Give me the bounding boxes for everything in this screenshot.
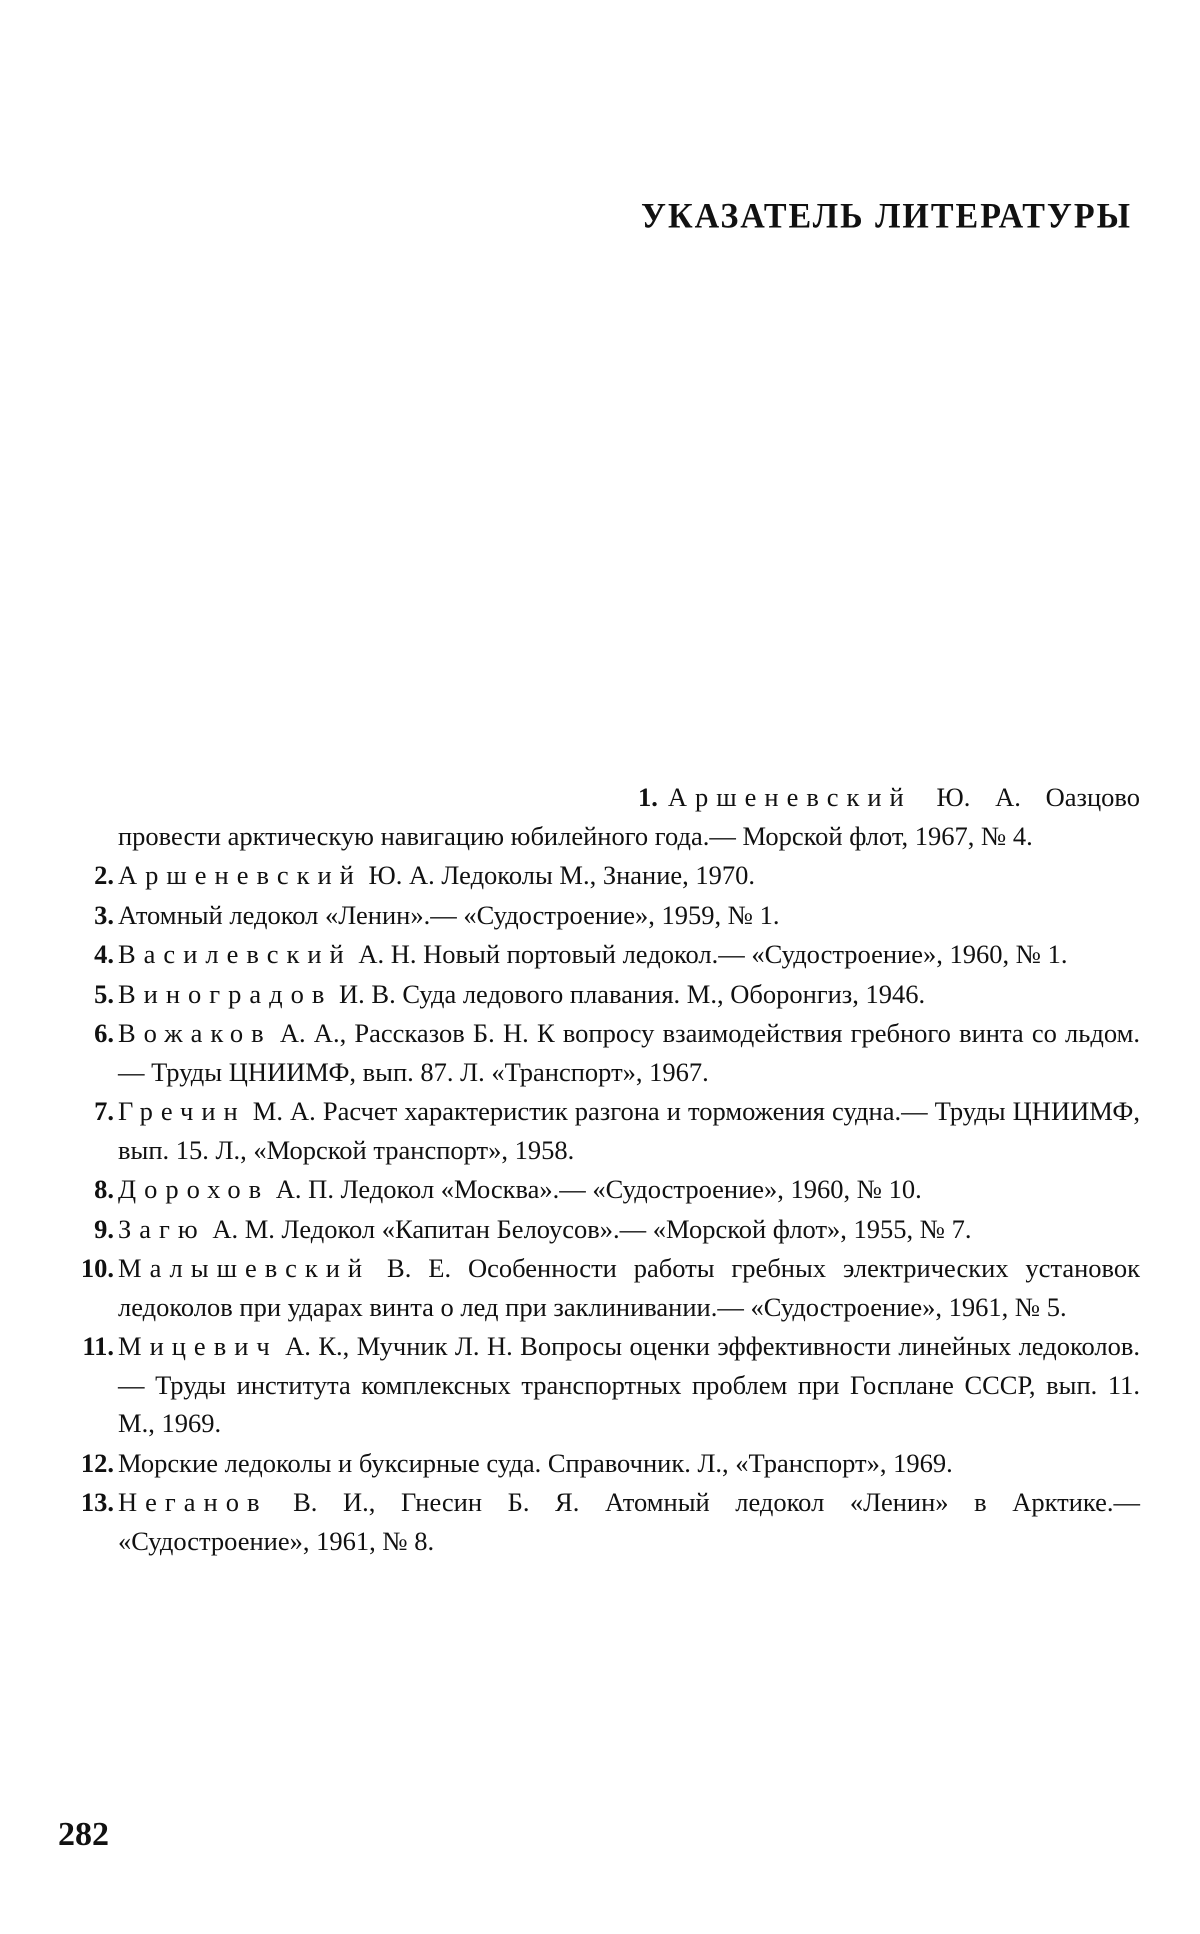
bibliography-list [60, 778, 1140, 1561]
entry-author: Аршеневский [118, 860, 362, 890]
entry-text: А. М. Ледокол «Капитан Белоусов».— «Морской флот», 1955, № 7. [205, 1213, 972, 1244]
entry-number: 3. [94, 899, 114, 930]
bib-entry-1 [60, 778, 1140, 855]
entry-author: Аршеневский [667, 782, 912, 812]
bib-entry-5 [60, 975, 1140, 1014]
entry-number: 13. [80, 1487, 114, 1517]
bib-entry-4 [60, 935, 1140, 974]
entry-author: Василевский [118, 939, 352, 969]
entry-author: Виноградов [118, 978, 333, 1009]
entry-author: Неганов [118, 1487, 268, 1517]
entry-author: Гречин [118, 1096, 246, 1126]
entry-text: Ю. А. Ледоколы М., Знание, 1970. [361, 860, 756, 890]
entry-author: Загю [118, 1213, 206, 1244]
entry-text: А. К., Мучник Л. Н. Вопросы оценки эффективности линейных ледоколов.— Труды института комплексных транспортных проблем при Госплане СССР, вып. 11. М., 1969. [118, 1331, 1140, 1438]
entry-number: 2. [94, 860, 114, 890]
bib-entry-2 [60, 856, 1140, 895]
entry-text: В. И., Гнесин Б. Я. Атомный ледокол «Ленин» в Арктике.— «Судостроение», 1961, № 8. [118, 1487, 1140, 1556]
entry-number: 1. [638, 782, 658, 812]
entry-number: 9. [94, 1213, 114, 1244]
entry-author: Вожаков [118, 1018, 272, 1048]
entry-author: Малышевский [118, 1253, 371, 1283]
bib-entry-11 [60, 1327, 1140, 1443]
bib-entry-9 [60, 1210, 1140, 1249]
bib-entry-6 [60, 1014, 1140, 1091]
entry-number: 4. [94, 939, 114, 969]
bib-entry-7 [60, 1092, 1140, 1169]
bib-entry-13 [60, 1483, 1140, 1560]
bib-entry-3 [60, 896, 1140, 935]
entry-number: 5. [94, 978, 114, 1009]
page-title: УКАЗАТЕЛЬ ЛИТЕРАТУРЫ [641, 197, 1132, 236]
bib-entry-8 [60, 1170, 1140, 1209]
entry-text: И. В. Суда ледового плавания. М., Оборонгиз, 1946. [332, 978, 926, 1009]
entry-text: А. П. Ледокол «Москва».— «Судостроение», 1960, № 10. [269, 1174, 922, 1204]
entry-text: М. А. Расчет характеристик разгона и торможения судна.— Труды ЦНИИМФ, вып. 15. Л., «Морской транспорт», 1958. [118, 1096, 1140, 1165]
entry-number: 8. [94, 1174, 114, 1204]
entry-number: 12. [80, 1447, 114, 1478]
page-number: 282 [58, 1816, 109, 1853]
entry-author: Дорохов [118, 1174, 270, 1204]
entry-author: Мицевич [118, 1331, 278, 1361]
bib-entry-12 [60, 1444, 1140, 1483]
bib-entry-10 [60, 1249, 1140, 1326]
entry-text: А. Н. Новый портовый ледокол.— «Судостроение», 1960, № 1. [351, 939, 1068, 969]
entry-number: 10. [80, 1253, 114, 1283]
entry-text: Ю. А. Оазцово провести арктическую навигацию юбилейного года.— Морской флот, 1967, № 4. [118, 782, 1140, 851]
entry-text: Атомный ледокол «Ленин».— «Судостроение», 1959, № 1. [118, 899, 780, 930]
entry-text: А. А., Рассказов Б. Н. К вопросу взаимодействия гребного винта со льдом.— Труды ЦНИИМФ, вып. 87. Л. «Транспорт», 1967. [118, 1018, 1140, 1087]
entry-number: 11. [82, 1331, 114, 1361]
entry-number: 6. [94, 1018, 114, 1048]
entry-text: В. Е. Особенности работы гребных электрических установок ледоколов при ударах винта о лед при заклинивании.— «Судостроение», 1961, № 5. [118, 1253, 1140, 1322]
entry-text: Морские ледоколы и буксирные суда. Справочник. Л., «Транспорт», 1969. [118, 1447, 953, 1478]
entry-number: 7. [94, 1096, 114, 1126]
